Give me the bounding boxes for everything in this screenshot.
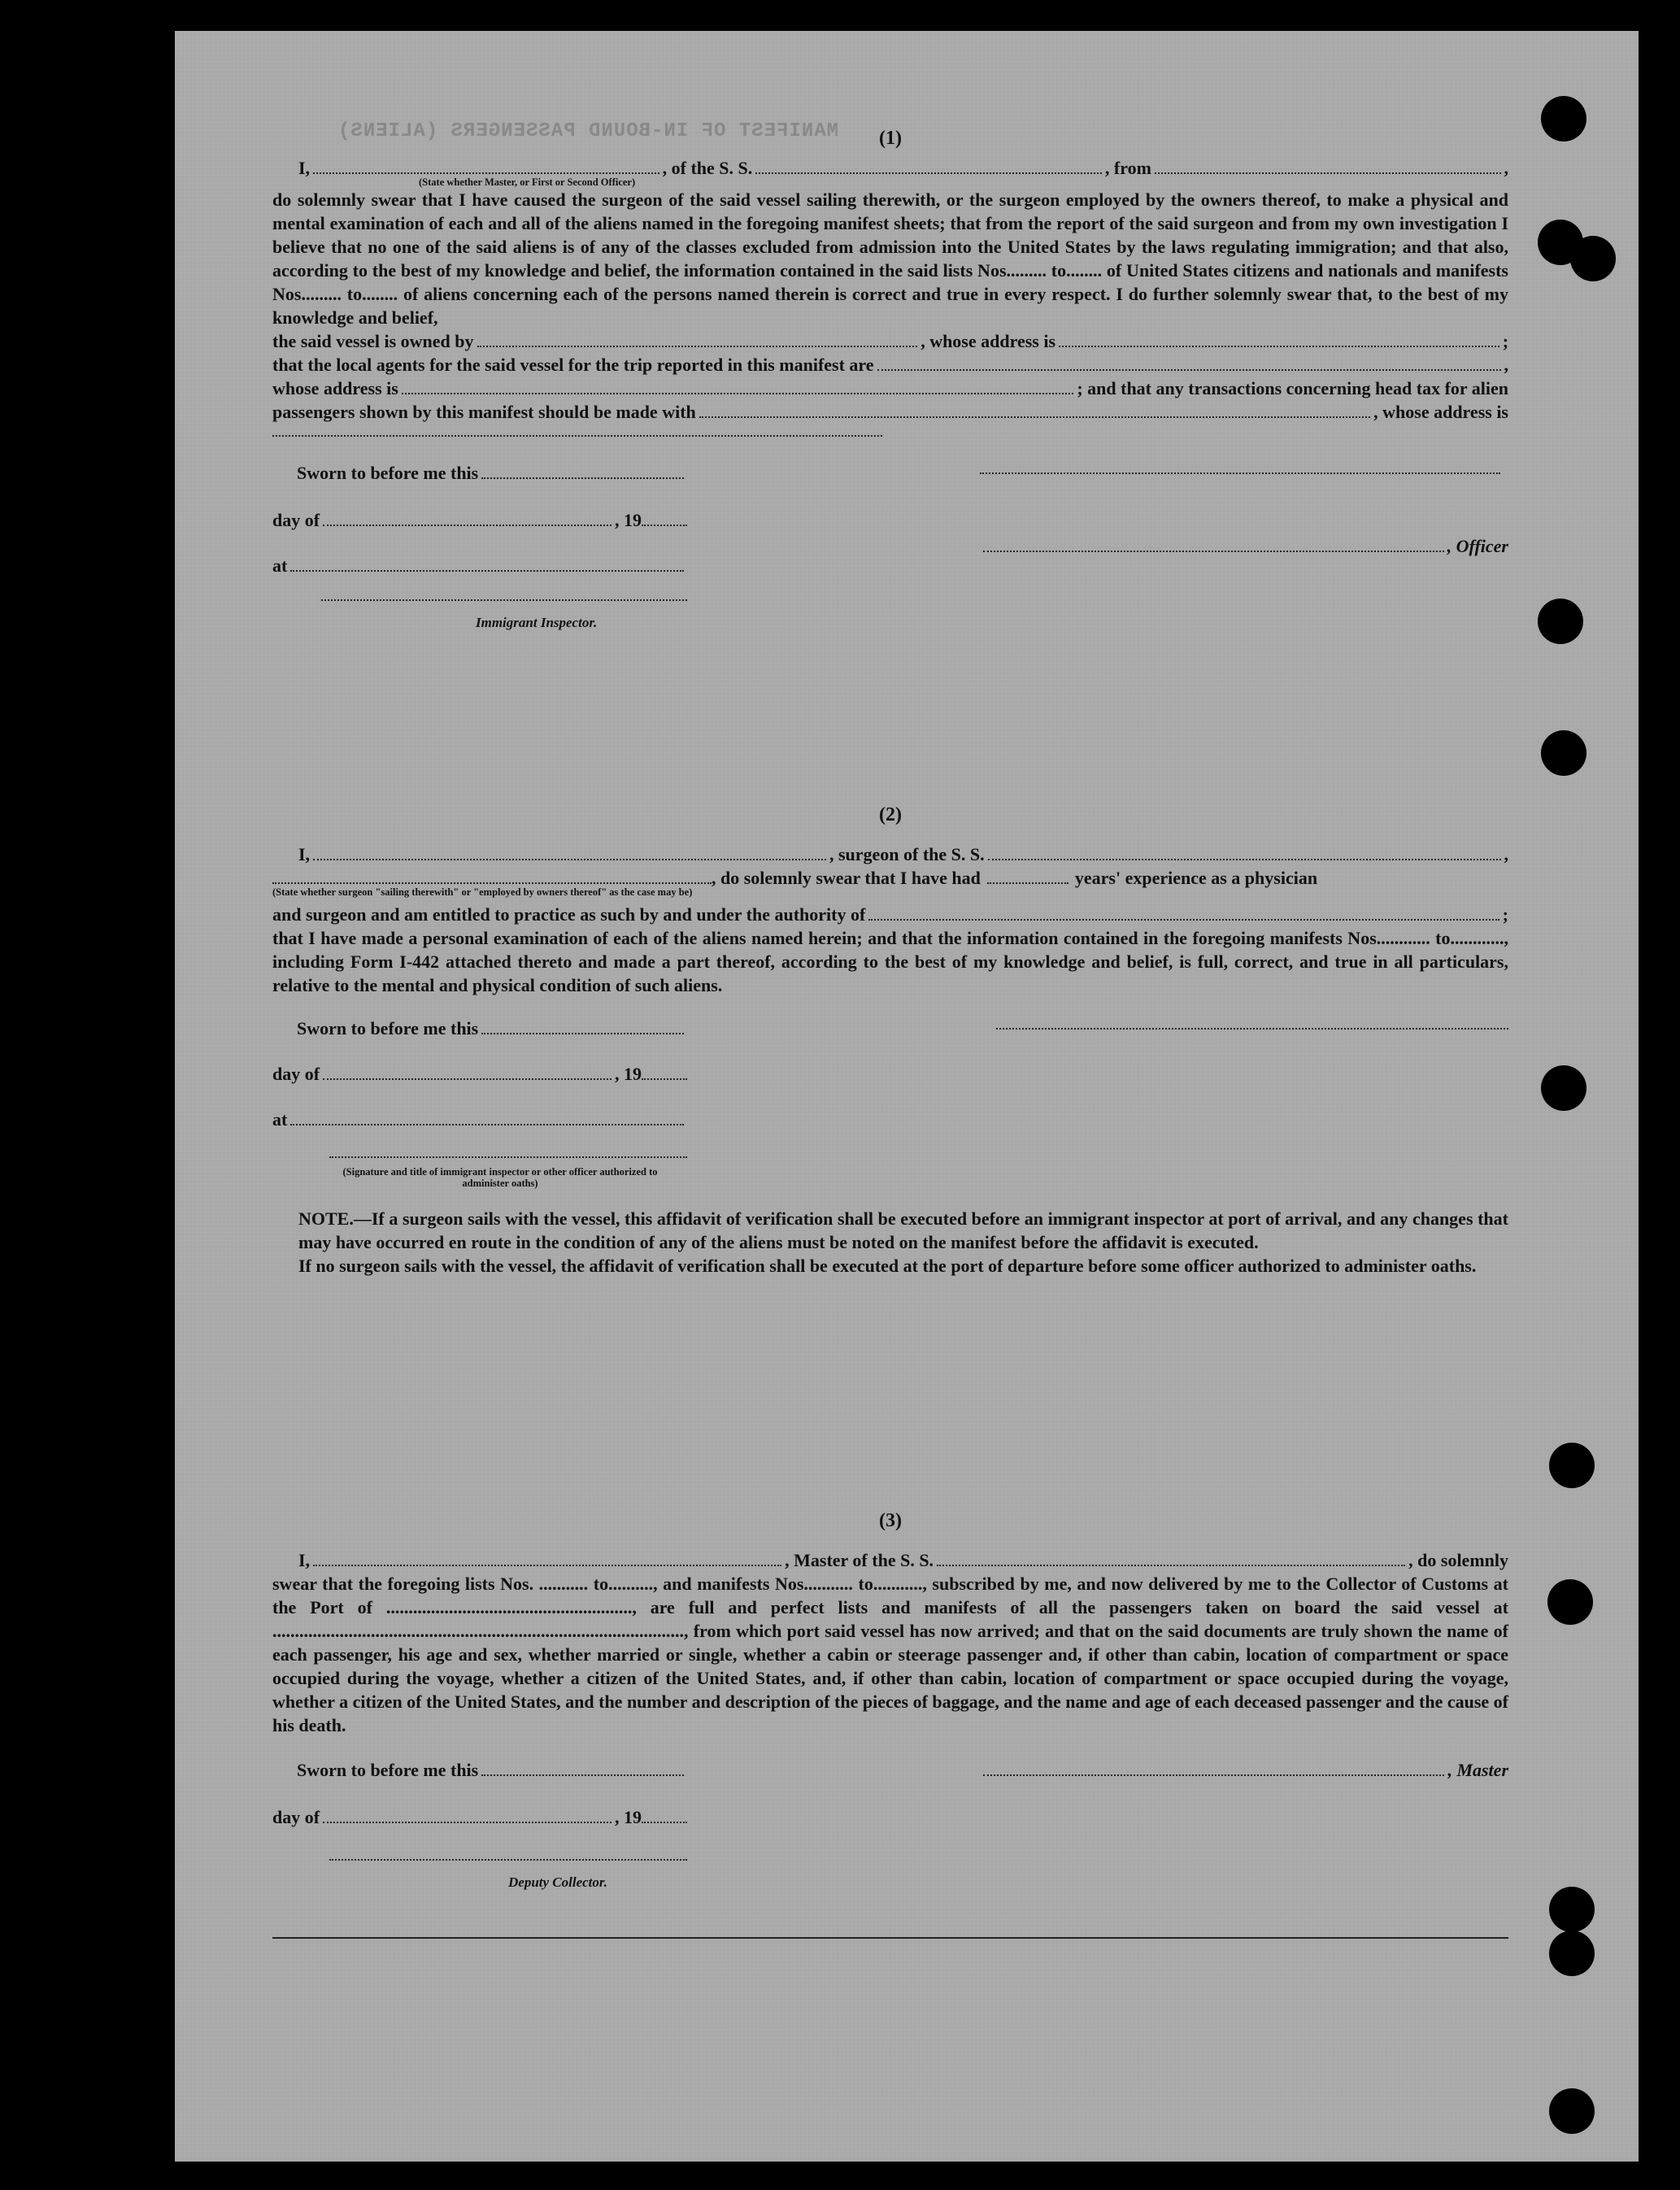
inspector-label: Immigrant Inspector. [476, 615, 598, 630]
section-1-signatures [272, 461, 1508, 664]
year-field-1[interactable] [642, 512, 687, 526]
day-field-1[interactable] [323, 512, 612, 526]
bottom-rule [272, 1937, 1508, 1939]
administering-officer-signature-field[interactable] [329, 1156, 687, 1158]
section-2-body: that I have made a personal examination of each of the aliens named herein; and that the information contained in the foregoing manifests Nos............ to............, including Form I-442 attached thereto and made a part thereof, according to the best of my knowledge and belief, is full, correct, and true in all particulars, relative to the mental and physical condition of such aliens. [272, 928, 1508, 995]
section-1-body: do solemnly swear that I have caused the surgeon of the said vessel sailing therewith, or the surgeon employed by the owners thereof, to make a physical and mental examination of each and all of the aliens named in the foregoing manifest sheets; that from the report of the said surgeon and from my own investigation I believe that no one of the said aliens is of any of the classes excluded from admission into the United States by the laws regulating immigration; and that also, according to the best of my knowledge and belief, the information contained in the said lists Nos......... to........ of United States citizens and nationals and manifests Nos......... to........ of aliens concerning each of the persons named therein is correct and true in every respect. I do further solemnly swear that, to the best of my knowledge and belief, [272, 189, 1508, 328]
sworn-line-3: Sworn to before me this [297, 1758, 687, 1782]
master-signature-line: , Master [980, 1758, 1508, 1782]
officer-field[interactable] [313, 159, 659, 174]
section-3 [272, 1503, 1508, 1921]
sworn-line-2: Sworn to before me this [297, 1017, 687, 1040]
show-through-header: MANIFEST OF IN-BOUND PASSENGERS (ALIENS) [337, 120, 839, 142]
punch-hole [1570, 236, 1616, 281]
punch-hole [1541, 1065, 1586, 1111]
year-field-2[interactable] [642, 1065, 687, 1080]
head-tax-line: passengers shown by this manifest should be made with , whose address is [272, 402, 1508, 422]
surgeon-line: I, , surgeon of the S. S. , [298, 844, 1508, 864]
no-surgeon-paragraph: If no surgeon sails with the vessel, the affidavit of verification shall be executed at the port of departure before some officer authorized to administer oaths. [298, 1256, 1477, 1276]
officer-line: I, , of the S. S. , from , [298, 158, 1508, 178]
agents-address-field[interactable] [402, 380, 1073, 394]
surgeon-signature-field[interactable] [996, 1028, 1508, 1030]
punch-hole [1541, 730, 1586, 776]
head-tax-field[interactable] [699, 403, 1370, 418]
officer-signature-line-top[interactable] [980, 472, 1500, 474]
authority-field[interactable] [868, 906, 1499, 921]
master-signature-field[interactable] [983, 1761, 1444, 1776]
punch-hole [1549, 2088, 1595, 2134]
sworn-line-1: Sworn to before me this [297, 461, 687, 485]
at-line-2: at [272, 1108, 687, 1131]
section-2-signatures [272, 1017, 1508, 1204]
form-page [175, 31, 1639, 2162]
surgeon-vessel-field[interactable] [988, 846, 1501, 860]
punch-hole [1547, 1579, 1593, 1625]
section-2 [272, 797, 1508, 1278]
day-of-line-2: day of , 19 [272, 1062, 687, 1086]
surgeon-note-paragraph: NOTE.—If a surgeon sails with the vessel, this affidavit of verification shall be executed before an immigrant inspector at port of arrival, and any changes that may have occurred en route in the condition of any of the aliens must be noted on the manifest before the affidavit is executed. [298, 1208, 1508, 1252]
year-field-3[interactable] [642, 1809, 687, 1823]
from-port-field[interactable] [1155, 159, 1501, 174]
punch-hole [1541, 96, 1586, 142]
day-field-2[interactable] [323, 1065, 612, 1080]
sworn-date-field-1[interactable] [481, 464, 684, 479]
at-line-1: at [272, 554, 687, 577]
local-agents-field[interactable] [877, 356, 1501, 371]
master-name-field[interactable] [313, 1552, 781, 1566]
authority-line: and surgeon and am entitled to practice as such by and under the authority of ; [272, 904, 1508, 925]
day-field-3[interactable] [323, 1809, 612, 1823]
day-of-line-3: day of , 19 [272, 1805, 687, 1829]
at-place-field-1[interactable] [290, 557, 684, 572]
punch-hole [1549, 1443, 1595, 1488]
inspector-signature-field[interactable] [321, 599, 687, 601]
sworn-date-field-3[interactable] [481, 1761, 684, 1776]
section-2-number: (2) [879, 804, 902, 825]
master-vessel-field[interactable] [937, 1552, 1405, 1566]
officer-signature-field[interactable] [983, 538, 1444, 552]
collector-label: Deputy Collector. [508, 1874, 607, 1890]
section-3-signatures [272, 1758, 1508, 1921]
local-agents-line: that the local agents for the said vessel for the trip reported in this manifest are , [272, 355, 1508, 375]
section-3-body: swear that the foregoing lists Nos. ........... to.........., and manifests Nos........... to..........., subscribed by me, and now delivered by me to the Collector of Customs at the Port of ......................................................., are full and perfect lists and manifests of all the passengers taken on board the said vessel at ............................................................................................, from which port said vessel has now arrived; and that on the said documents are truly shown the name of each passenger, his age and sex, whether married or single, whether a cabin or steerage passenger and, if other than cabin, location of compartment or space occupied during the voyage, whether a citizen of the United States, and, if other than cabin, location of compartment or space occupied during the voyage, whether a citizen of the United States, and the number and description of the pieces of baggage, and the name and age of each deceased passenger and the cause of his death. [272, 1574, 1508, 1735]
surgeon-name-field[interactable] [313, 846, 826, 860]
surgeon-note: (State whether surgeon "sailing therewith" or "employed by owners thereof" as the case may be) [272, 886, 693, 898]
officer-note: (State whether Master, or First or Second Officer) [419, 176, 636, 188]
sworn-date-field-2[interactable] [481, 1020, 684, 1034]
owner-field[interactable] [477, 333, 918, 347]
section-1-number: (1) [879, 128, 902, 149]
signature-title-note: (Signature and title of immigrant inspector or other officer authorized to administer oaths) [342, 1166, 658, 1189]
experience-line: , do solemnly swear that I have had years' experience as a physician [272, 866, 1508, 890]
master-line: I, , Master of the S. S. , do solemnly [298, 1550, 1508, 1570]
vessel-name-field[interactable] [755, 159, 1102, 174]
owner-address-field[interactable] [1059, 333, 1499, 347]
at-place-field-2[interactable] [290, 1111, 684, 1125]
section-3-number: (3) [879, 1510, 902, 1531]
section-1 [272, 120, 1508, 664]
years-field[interactable] [987, 869, 1068, 884]
officer-signature-line: , Officer [980, 534, 1508, 558]
head-tax-address-field[interactable] [272, 424, 882, 437]
agents-address-line: whose address is ; and that any transactions concerning head tax for alien [272, 378, 1508, 398]
punch-hole [1549, 1931, 1595, 1976]
day-of-line-1: day of , 19 [272, 508, 687, 532]
collector-signature-field[interactable] [329, 1859, 687, 1861]
punch-hole [1538, 599, 1583, 644]
surgeon-type-field[interactable] [272, 869, 712, 884]
owned-by-line: the said vessel is owned by , whose address is ; [272, 331, 1509, 351]
punch-hole [1549, 1887, 1595, 1932]
